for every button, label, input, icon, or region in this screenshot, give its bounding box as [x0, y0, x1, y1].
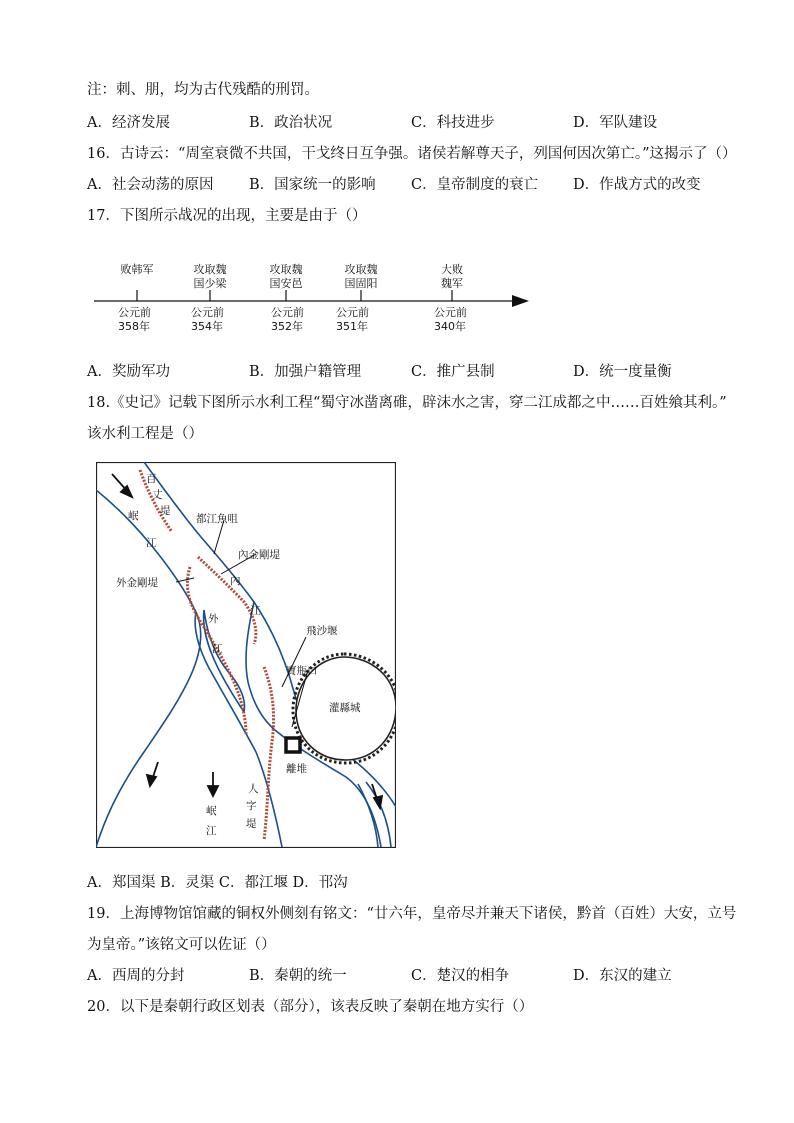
- map-label-waijingangdi: 外金剛堤: [116, 577, 158, 589]
- q17-option-d[interactable]: D．统一度量衡: [573, 364, 672, 380]
- timeline-event-4: [336, 263, 386, 291]
- timeline-year-1-line2: 358年: [118, 320, 150, 333]
- timeline-event-1-line1: 败韩军: [120, 263, 154, 276]
- timeline-event-3-line2: 国安邑: [269, 277, 303, 290]
- q19-stem-line2: 为皇帝。”该铭文可以佐证（）: [87, 937, 276, 953]
- map-label-minjiang-bottom-1: 岷: [206, 805, 217, 817]
- q15-option-b[interactable]: B．政治状况: [249, 115, 333, 131]
- q19-option-a[interactable]: A．西周的分封: [87, 968, 185, 984]
- timeline-event-3: [261, 263, 311, 291]
- timeline-year-4-line2: 351年: [336, 320, 368, 333]
- q19-option-c[interactable]: C．楚汉的相争: [411, 968, 510, 984]
- timeline-year-1: [112, 306, 168, 334]
- q18-stem-line1: 18.《史记》记载下图所示水利工程“蜀守冰凿离碓，辟沫水之害，穿二江成都之中……百姓飨其利。”: [87, 395, 727, 411]
- timeline-event-2-line1: 攻取魏: [193, 263, 227, 276]
- timeline-year-2: [185, 306, 241, 334]
- map-label-neijingangdi: 內金剛堤: [238, 549, 280, 561]
- q15-option-a[interactable]: A．经济发展: [87, 115, 170, 131]
- map-label-baizhang-3: 堤: [160, 505, 171, 517]
- map-label-waijiang-1: 外: [208, 613, 219, 625]
- map-label-feishayan: 飛沙堰: [306, 625, 338, 637]
- timeline-year-3-line2: 352年: [271, 320, 303, 333]
- timeline-year-5: [428, 306, 484, 334]
- q17-option-c[interactable]: C．推广县制: [411, 364, 495, 380]
- timeline-year-2-line1: 公元前: [191, 306, 224, 319]
- timeline-year-4: [330, 306, 386, 334]
- q16-option-b[interactable]: B．国家统一的影响: [249, 177, 376, 193]
- timeline-event-5-line2: 魏军: [441, 277, 463, 290]
- map-label-minjiang-top-1: 岷: [128, 510, 139, 522]
- map-label-renzi-3: 堤: [246, 818, 257, 830]
- q16-option-d[interactable]: D．作战方式的改变: [573, 177, 701, 193]
- timeline-event-5: [427, 263, 477, 291]
- timeline-year-5-line1: 公元前: [434, 306, 467, 319]
- q20-stem: 20．以下是秦朝行政区划表（部分），该表反映了秦朝在地方实行（）: [87, 999, 534, 1015]
- note-text: 注：刺、朋，均为古代残酷的刑罚。: [87, 82, 319, 98]
- map-label-baizhang-1: 百: [146, 473, 157, 485]
- q17-option-b[interactable]: B．加强户籍管理: [249, 364, 362, 380]
- q15-option-c[interactable]: C．科技进步: [411, 115, 495, 131]
- map-label-waijiang-2: 江: [212, 643, 223, 655]
- map-label-renzi-2: 字: [246, 800, 257, 812]
- q17-stem: 17．下图所示战况的出现，主要是由于（）: [87, 208, 367, 224]
- timeline-event-4-line2: 国固阳: [344, 277, 378, 290]
- timeline-year-3: [265, 306, 321, 334]
- q19-option-b[interactable]: B．秦朝的统一: [249, 968, 347, 984]
- timeline-event-3-line1: 攻取魏: [269, 263, 303, 276]
- timeline-year-4-line1: 公元前: [336, 306, 369, 319]
- q17-option-a[interactable]: A．奖励军功: [87, 364, 170, 380]
- map-label-yuzui: 都江魚咀: [196, 513, 238, 525]
- map-label-baopingkou: 寶瓶口: [286, 665, 318, 677]
- timeline-year-5-line2: 340年: [434, 320, 466, 333]
- timeline-event-1: [112, 263, 162, 277]
- timeline-year-2-line2: 354年: [191, 320, 223, 333]
- q18-stem-line2: 该水利工程是（）: [87, 426, 203, 442]
- q16-option-a[interactable]: A．社会动荡的原因: [87, 177, 214, 193]
- map-label-minjiang-top-2: 江: [146, 537, 157, 549]
- map-label-minjiang-bottom-2: 江: [206, 825, 217, 837]
- q18-options[interactable]: A．郑国渠 B．灵渠 C．都江堰 D．邗沟: [87, 875, 348, 891]
- timeline-event-2-line2: 国少梁: [193, 277, 227, 290]
- q16-stem: 16．古诗云：“周室衰微不共国，干戈终日互争强。诸侯若解尊天子，列国何因次第亡。”这揭示了（）: [87, 146, 737, 162]
- map-label-neijiang-2: 江: [250, 605, 261, 617]
- q19-stem-line1: 19．上海博物馆馆藏的铜权外侧刻有铭文：“廿六年，皇帝尽并兼天下诸侯，黔首（百姓）大安，立号: [87, 906, 737, 922]
- timeline-event-2: [185, 263, 235, 291]
- timeline-event-5-line1: 大败: [441, 263, 463, 276]
- timeline-year-1-line1: 公元前: [118, 306, 151, 319]
- map-label-neijiang-1: 內: [230, 575, 241, 587]
- q19-option-d[interactable]: D．东汉的建立: [573, 968, 672, 984]
- map-label-renzi-1: 人: [248, 783, 259, 795]
- timeline-year-3-line1: 公元前: [271, 306, 304, 319]
- map-label-guanxiancheng: 灌縣城: [329, 702, 361, 714]
- q16-option-c[interactable]: C．皇帝制度的衰亡: [411, 177, 539, 193]
- dujiangyan-map: [96, 462, 396, 848]
- q15-option-d[interactable]: D．军队建设: [573, 115, 658, 131]
- map-label-lidui: 離堆: [286, 763, 307, 775]
- timeline-event-4-line1: 攻取魏: [344, 263, 378, 276]
- map-label-baizhang-2: 丈: [152, 489, 163, 501]
- lidui-marker: [286, 738, 300, 752]
